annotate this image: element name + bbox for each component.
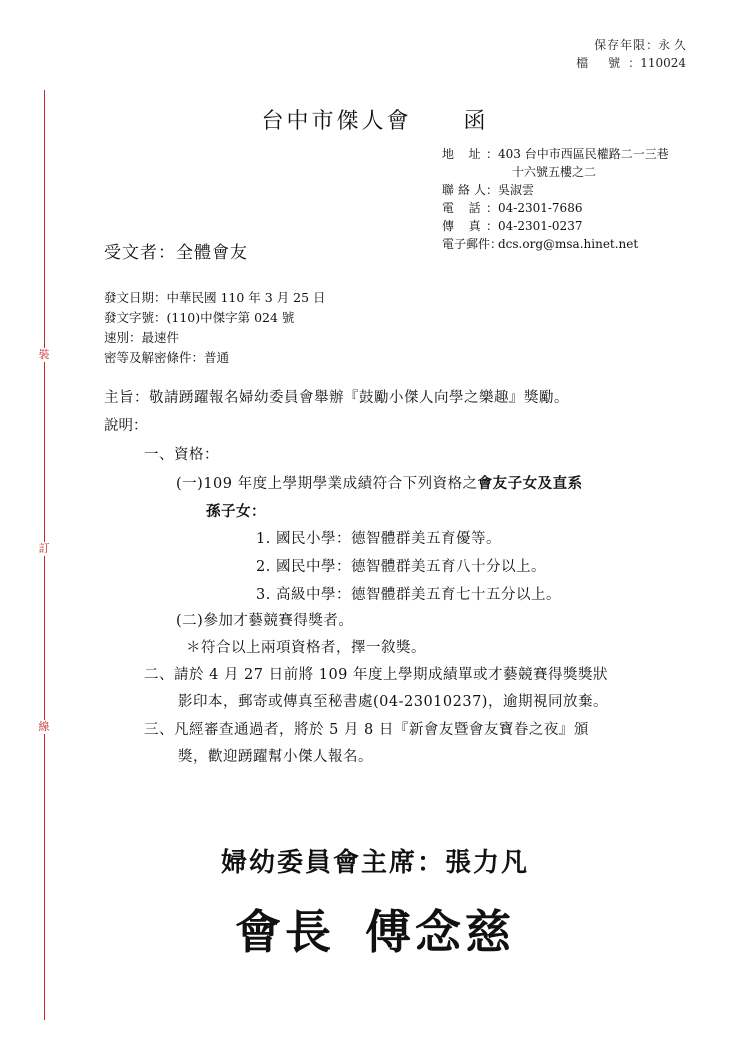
level-senior-high: 3. 高級中學：德智體群美五育七十五分以上。	[256, 587, 561, 603]
item-three-line2: 獎，歡迎踴躍幫小傑人報名。	[178, 749, 373, 765]
issue-number: 發文字號：(110)中傑字第 024 號	[104, 310, 295, 325]
document-title	[0, 104, 750, 135]
binding-mark-xian: 線	[36, 720, 52, 734]
contact-email	[442, 235, 669, 253]
address-label: 地 址：	[442, 147, 498, 161]
president-name: 傅念慈	[365, 905, 515, 959]
phone-label: 電 話：	[442, 201, 498, 215]
binding-mark-zhuang: 裝	[36, 348, 52, 362]
item-one-a-continued: 孫子女：	[206, 503, 266, 520]
president-signature	[0, 896, 750, 962]
contact-person	[442, 181, 669, 199]
file-number-value: 110024	[640, 56, 686, 70]
item-three-line1: 三、凡經審查通過者，將於 5 月 8 日『新會友暨會友寶眷之夜』頒	[144, 722, 589, 738]
level-elementary: 1. 國民小學：德智體群美五育優等。	[256, 531, 501, 547]
explain-label: 說明：	[104, 418, 148, 434]
contact-block	[442, 145, 669, 253]
item-one-a	[176, 472, 583, 493]
file-number	[576, 54, 686, 72]
secrecy-class: 密等及解密條件：普通	[104, 350, 230, 365]
retention-period-value: 永 久	[658, 38, 686, 52]
level-junior-high: 2. 國民中學：德智體群美五育八十分以上。	[256, 559, 546, 575]
address-line1: 403 台中市西區民權路二一三巷	[498, 147, 669, 161]
person-label: 聯 絡 人：	[442, 183, 498, 197]
contact-address	[442, 145, 669, 163]
binding-mark-ding: 訂	[36, 542, 52, 556]
person-value: 吳淑雲	[498, 183, 535, 197]
email-label: 電子郵件：	[442, 237, 503, 251]
president-title: 會長	[235, 905, 335, 959]
phone-value: 04-2301-7686	[498, 201, 583, 215]
fax-label: 傳 真：	[442, 219, 498, 233]
item-one-b: (二)參加才藝競賽得獎者。	[176, 613, 354, 629]
retention-period-label: 保存年限：	[594, 38, 659, 52]
fax-value: 04-2301-0237	[498, 219, 583, 233]
contact-phone	[442, 199, 669, 217]
doc-type: 函	[463, 109, 489, 134]
document-meta	[104, 288, 326, 368]
committee-chair-signature: 婦幼委員會主席：張力凡	[220, 848, 529, 878]
item-one-a-prefix: (一)109 年度上學期學業成績符合下列資格之	[176, 476, 478, 492]
file-number-label: 檔 號：	[576, 56, 641, 70]
retention-period	[594, 36, 686, 54]
address-line2: 十六號五樓之二	[512, 165, 597, 179]
item-one-a-bold: 會友子女及直系	[477, 475, 583, 492]
item-one-heading: 一、資格：	[144, 447, 219, 463]
email-value: dcs.org@msa.hinet.net	[498, 237, 639, 251]
contact-fax	[442, 217, 669, 235]
item-two-line2: 影印本，郵寄或傳真至秘書處(04-23010237)，逾期視同放棄。	[178, 694, 608, 710]
item-one-note: ＊符合以上兩項資格者，擇一敘獎。	[186, 640, 426, 656]
org-name: 台中市傑人會	[261, 109, 412, 134]
speed-class: 速別：最速件	[104, 330, 180, 345]
subject: 主旨：敬請踴躍報名婦幼委員會舉辦『鼓勵小傑人向學之樂趣』獎勵。	[104, 390, 569, 406]
issue-date: 發文日期：中華民國 110 年 3 月 25 日	[104, 290, 326, 305]
item-two-line1: 二、請於 4 月 27 日前將 109 年度上學期成績單或才藝競賽得獎獎狀	[144, 667, 609, 683]
recipient: 受文者：全體會友	[104, 243, 248, 263]
